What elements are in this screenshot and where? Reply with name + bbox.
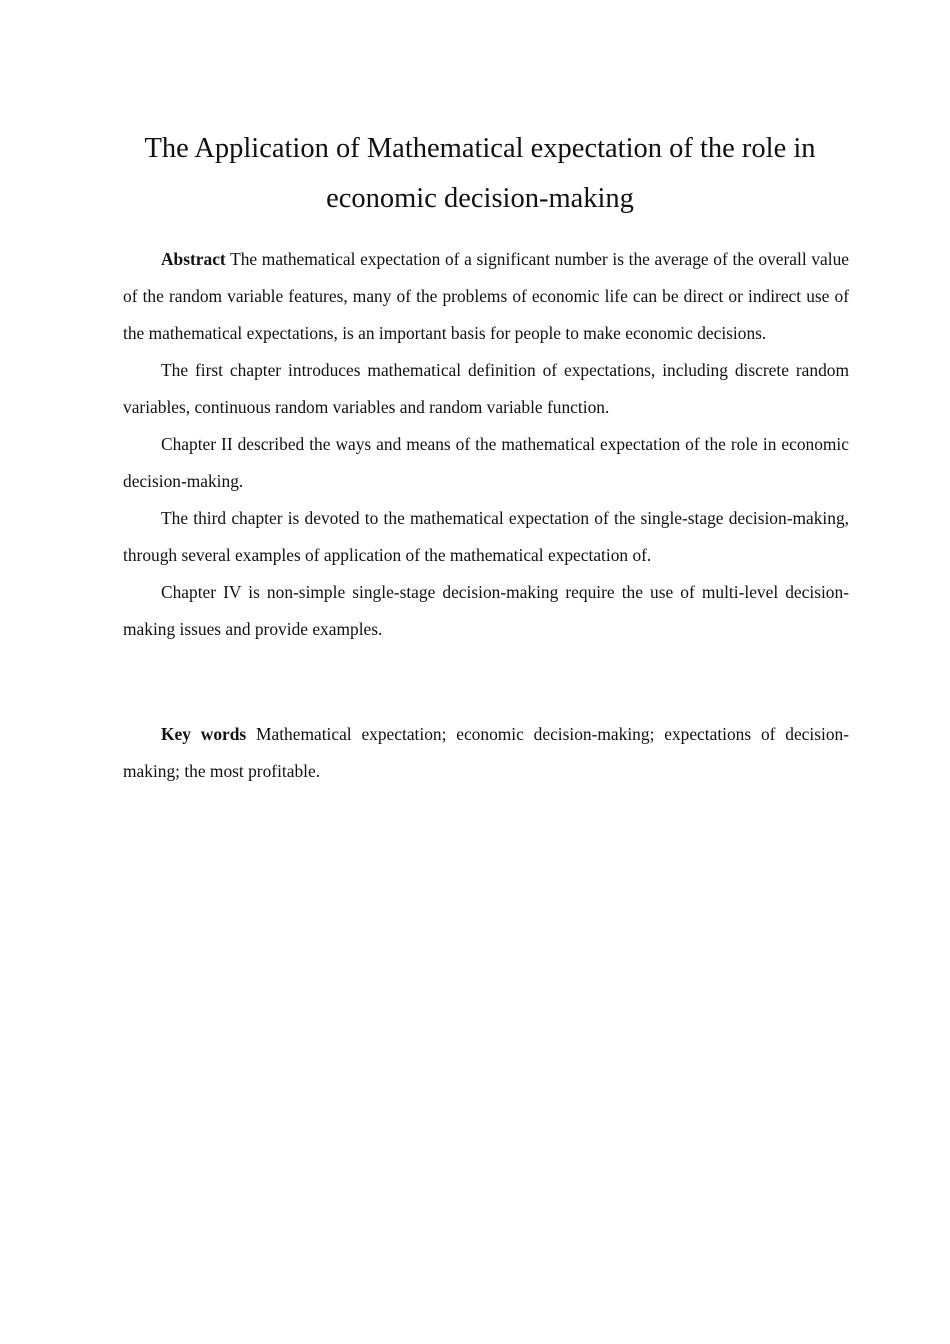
keywords-text: Mathematical expectation; economic decision-making; expectations of decision-making; the most profitable. xyxy=(123,724,850,781)
paper-title xyxy=(110,124,850,224)
paper-title-line-2: economic decision-making xyxy=(326,183,634,214)
abstract-paragraph-4: The third chapter is devoted to the mathematical expectation of the single-stage decision-making, through several examples of application of the mathematical expectation of. xyxy=(123,508,849,565)
abstract-paragraph-5: Chapter IV is non-simple single-stage decision-making require the use of multi-level decision-making issues and provide examples. xyxy=(123,582,849,639)
abstract-paragraph-1 xyxy=(123,241,849,352)
abstract-section xyxy=(123,241,849,648)
abstract-label: Abstract xyxy=(161,249,226,269)
keywords-paragraph xyxy=(123,716,849,790)
abstract-paragraph-3: Chapter II described the ways and means of the mathematical expectation of the role in economic decision-making. xyxy=(123,434,849,491)
abstract-paragraph-2: The first chapter introduces mathematical definition of expectations, including discrete random variables, continuous random variables and random variable function. xyxy=(123,360,849,417)
paper-title-line-1: The Application of Mathematical expectation of the role in xyxy=(144,133,816,164)
abstract-paragraph-1-text: The mathematical expectation of a significant number is the average of the overall value of the random variable features, many of the problems of economic life can be direct or indirect use of the mathematical expectations, is an important basis for people to make economic decisions. xyxy=(123,249,849,343)
keywords-label: Key words xyxy=(161,724,247,744)
